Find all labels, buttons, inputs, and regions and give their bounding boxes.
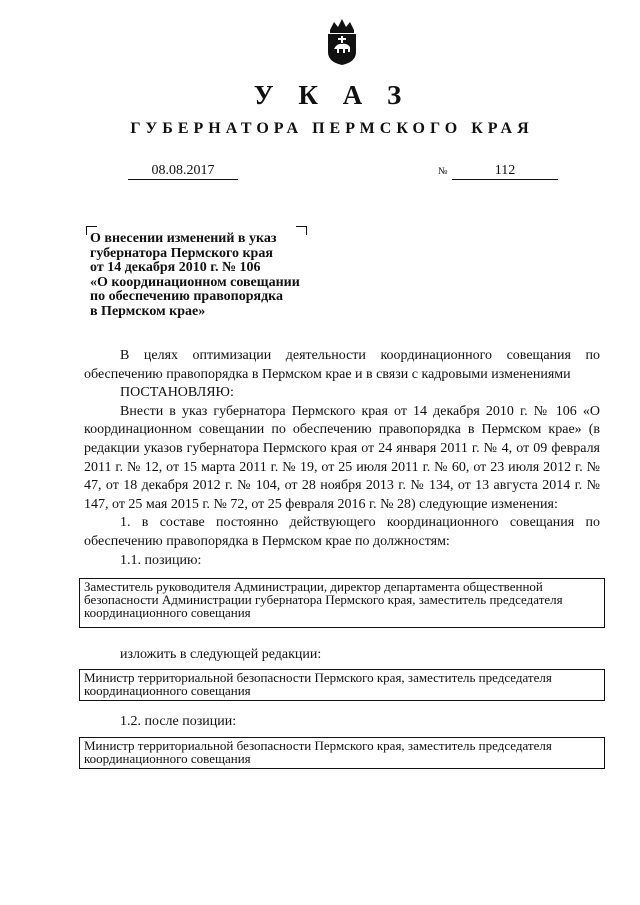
- perm-krai-coat-of-arms-icon: [325, 16, 359, 66]
- subject-line: О внесении изменений в указ: [90, 231, 277, 246]
- item-1-1-label: 1.1. позицию:: [120, 552, 202, 568]
- subject-line: «О координационном совещании: [90, 274, 300, 290]
- decree-subject: [90, 232, 350, 319]
- subject-line: по обеспечению правопорядка: [90, 289, 284, 304]
- item-1-2-label: 1.2. после позиции:: [120, 713, 237, 729]
- decree-number: 112: [452, 163, 558, 180]
- decree-date: 08.08.2017: [128, 163, 238, 180]
- decree-title: У К А З: [253, 80, 411, 110]
- decree-body: [84, 347, 600, 769]
- replace-label: изложить в следующей редакции:: [120, 647, 322, 663]
- position-box-old: Заместитель руководителя Администрации, директор департамента общественной безопасности Администрации губернатора Пермского края, заместитель председателя координационного совещания: [79, 578, 605, 628]
- position-box-new: Министр территориальной безопасности Пермского края, заместитель председателя координационного совещания: [79, 669, 605, 701]
- item-1-paragraph: 1. в составе постоянно действующего координационного совещания по обеспечению правопорядка в Пермском крае по должностям:: [84, 515, 600, 549]
- preamble-paragraph: В целях оптимизации деятельности координационного совещания по обеспечению правопорядка в Пермском крае и в связи с кадровыми изменениями: [84, 348, 600, 382]
- decree-issuer: ГУБЕРНАТОРА ПЕРМСКОГО КРАЯ: [130, 120, 534, 137]
- subject-line: в Пермском крае»: [90, 303, 206, 319]
- intro-paragraph: Внести в указ губернатора Пермского края от 14 декабря 2010 г. № 106 «О координационном совещании по обеспечению правопорядка в Пермском крае» (в редакции указов губернатора Пермского края от 24 января 2011 г. № 4, от 09 февраля 2011 г. № 12, от 15 марта 2011 г. № 19, от 25 июля 2011 г. № 60, от 23 июля 2012 г. № 47, от 18 декабря 2012 г. № 104, от 28 ноября 2013 г. № 134, от 13 августа 2014 г. № 147, от 25 мая 2015 г. № 72, от 25 февраля 2016 г. № 28) следующие изменения:: [84, 403, 600, 512]
- subject-line: губернатора Пермского края: [90, 245, 273, 261]
- subject-line: от 14 декабря 2010 г. № 106: [90, 260, 261, 275]
- position-box-after: Министр территориальной безопасности Пермского края, заместитель председателя координационного совещания: [79, 737, 605, 769]
- resolve-heading: ПОСТАНОВЛЯЮ:: [120, 385, 234, 401]
- number-sign: №: [438, 166, 448, 177]
